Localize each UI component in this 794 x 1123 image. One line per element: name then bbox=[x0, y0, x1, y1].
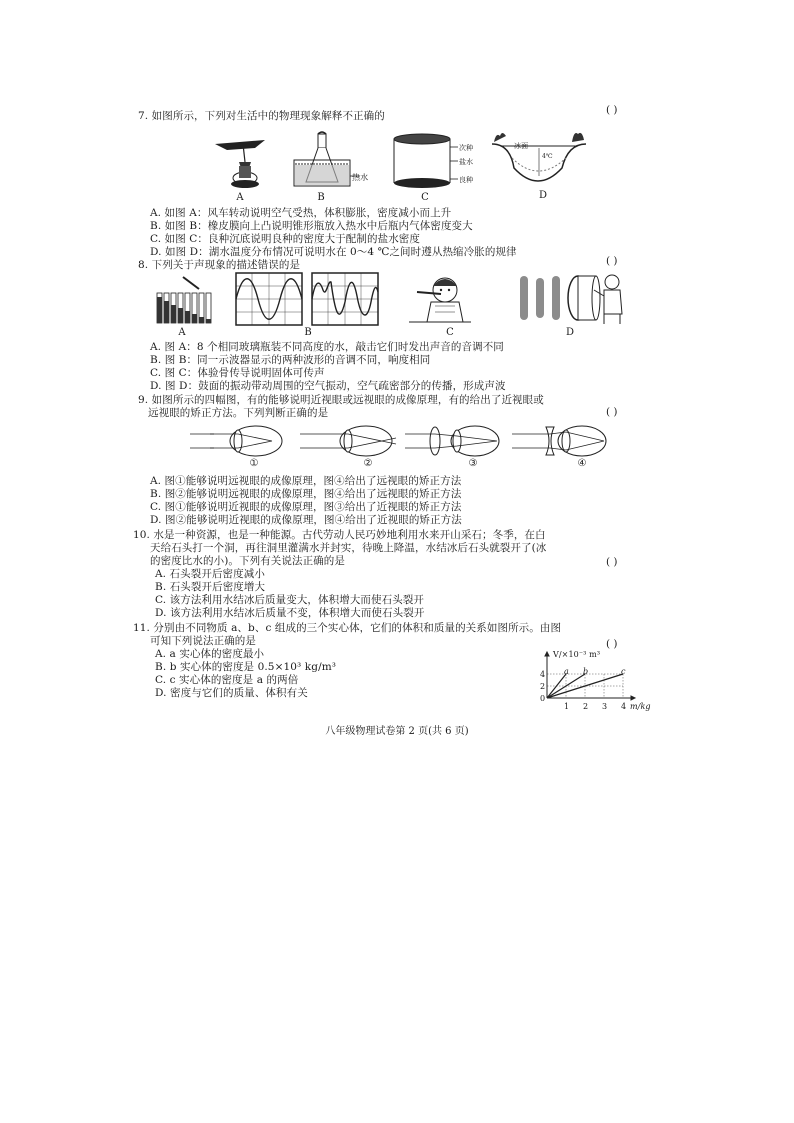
q8-fig-b-label: B bbox=[304, 327, 312, 338]
q8-option-a: A. 图 A：8 个相同玻璃瓶装不同高度的水，敲击它们时发出声音的音调不同 bbox=[150, 341, 504, 353]
q11-graph-xtick-1: 1 bbox=[564, 702, 570, 711]
q8-fig-d-drum bbox=[510, 270, 630, 328]
q7-answer-paren: ( ) bbox=[606, 104, 618, 116]
q7-fig-b-hot-water-label: 热水 bbox=[352, 173, 369, 182]
q11-graph-origin: 0 bbox=[540, 694, 546, 703]
q9-fig-1-label: ① bbox=[249, 458, 259, 469]
q10-option-c: C. 该方法利用水结冰后质量变大，体积增大而使石头裂开 bbox=[155, 594, 425, 606]
q11-graph-xlabel: m/kg bbox=[630, 702, 651, 711]
q10-stem-line1: 10. 水是一种资源，也是一种能源。古代劳动人民巧妙地利用水来开山采石；冬季，在白 bbox=[133, 529, 546, 541]
q10-stem-line3: 的密度比水的小)。下列有关说法正确的是 bbox=[150, 555, 345, 567]
q9-fig-3-label: ③ bbox=[468, 458, 478, 469]
q9-stem-line2: 远视眼的矫正方法。下列判断正确的是 bbox=[148, 407, 329, 419]
q8-fig-d-label: D bbox=[565, 327, 575, 338]
q7-option-b: B. 如图 B：橡皮膜向上凸说明锥形瓶放入热水中后瓶内气体密度变大 bbox=[150, 220, 473, 232]
q11-option-b: B. b 实心体的密度是 0.5×10³ kg/m³ bbox=[155, 661, 337, 673]
q10-option-d: D. 该方法利用水结冰后质量不变，体积增大而使石头裂开 bbox=[155, 607, 425, 619]
q8-option-d: D. 图 D：鼓面的振动带动周围的空气振动，空气疏密部分的传播，形成声波 bbox=[150, 380, 506, 392]
q9-answer-paren: ( ) bbox=[606, 406, 618, 418]
q8-stem: 8. 下列关于声现象的描述错误的是 bbox=[138, 259, 301, 271]
q8-option-c: C. 图 C：体验骨传导说明固体可传声 bbox=[150, 367, 325, 379]
q11-graph-ytick-4: 4 bbox=[540, 670, 546, 679]
q8-option-b: B. 图 B：同一示波器显示的两种波形的音调不同，响度相同 bbox=[150, 354, 431, 366]
q11-graph-series-a: a bbox=[564, 667, 569, 676]
q11-option-d: D. 密度与它们的质量、体积有关 bbox=[155, 687, 308, 699]
q8-answer-paren: ( ) bbox=[606, 255, 618, 267]
q9-option-b: B. 图②能够说明远视眼的成像原理，图④给出了远视眼的矫正方法 bbox=[150, 488, 462, 500]
q11-graph-xtick-2: 2 bbox=[583, 702, 589, 711]
q11-answer-paren: ( ) bbox=[606, 638, 618, 650]
q7-fig-d-label: D bbox=[538, 190, 548, 201]
q9-fig-2-label: ② bbox=[363, 458, 373, 469]
q11-graph-ylabel: V/×10⁻³ m³ bbox=[553, 650, 601, 659]
q7-fig-b-label: B bbox=[317, 192, 325, 203]
q9-option-d: D. 图②能够说明近视眼的成像原理，图④给出了近视眼的矫正方法 bbox=[150, 514, 462, 526]
q9-option-a: A. 图①能够说明远视眼的成像原理，图④给出了远视眼的矫正方法 bbox=[150, 475, 462, 487]
q7-stem: 7. 如图所示，下列对生活中的物理现象解释不正确的 bbox=[138, 110, 385, 122]
q7-fig-c-label-inferior: 次种 bbox=[459, 144, 474, 152]
q10-option-a: A. 石头裂开后密度减小 bbox=[155, 568, 265, 580]
q7-fig-a-label: A bbox=[236, 192, 244, 203]
q9-eye-diagram-2 bbox=[300, 424, 400, 458]
q9-option-c: C. 图①能够说明近视眼的成像原理，图③给出了近视眼的矫正方法 bbox=[150, 501, 462, 513]
page-footer: 八年级物理试卷第 2 页(共 6 页) bbox=[325, 726, 469, 737]
q9-eye-diagram-3 bbox=[405, 424, 505, 458]
q8-fig-a-label: A bbox=[178, 327, 186, 338]
q11-graph-series-c: c bbox=[621, 667, 626, 676]
q10-option-b: B. 石头裂开后密度增大 bbox=[155, 581, 266, 593]
q7-fig-a-pinwheel-candle bbox=[205, 126, 275, 192]
q10-answer-paren: ( ) bbox=[606, 556, 618, 568]
q11-stem-line1: 11. 分别由不同物质 a、b、c 组成的三个实心体，它们的体积和质量的关系如图所示。由图 bbox=[133, 622, 562, 634]
q10-stem-line2: 天给石头打一个洞，再往洞里灌满水并封实，待晚上降温，水结冰后石头就裂开了(冰 bbox=[150, 542, 547, 554]
q9-eye-diagram-1 bbox=[190, 424, 290, 458]
q8-fig-b-waveforms bbox=[235, 272, 381, 328]
q9-stem-line1: 9. 如图所示的四幅图，有的能够说明近视眼或远视眼的成像原理，有的给出了近视眼或 bbox=[138, 394, 544, 406]
q7-option-d: D. 如图 D：湖水温度分布情况可说明水在 0～4 ℃之间时遵从热缩冷胀的规律 bbox=[150, 246, 517, 258]
q7-fig-c-label: C bbox=[421, 192, 429, 203]
q11-graph-xtick-4: 4 bbox=[621, 702, 627, 711]
q8-fig-a-bottles bbox=[155, 275, 215, 327]
q11-option-a: A. a 实心体的密度最小 bbox=[155, 648, 265, 660]
q7-fig-d-temp-label: 4℃ bbox=[542, 153, 553, 160]
q11-option-c: C. c 实心体的密度是 a 的两倍 bbox=[155, 674, 299, 686]
q7-option-a: A. 如图 A：风车转动说明空气受热，体积膨胀，密度减小而上升 bbox=[150, 207, 452, 219]
q7-fig-c-label-good-seed: 良种 bbox=[459, 176, 474, 184]
q9-eye-diagram-4 bbox=[512, 424, 612, 458]
q7-fig-c-label-brine: 盐水 bbox=[459, 158, 474, 166]
q9-fig-4-label: ④ bbox=[577, 458, 587, 469]
q7-fig-d-ice-label: 冰面 bbox=[514, 142, 529, 150]
q11-stem-line2: 可知下列说法正确的是 bbox=[150, 635, 256, 647]
q7-fig-d-lake bbox=[490, 128, 588, 190]
q7-option-c: C. 如图 C：良种沉底说明良种的密度大于配制的盐水密度 bbox=[150, 233, 421, 245]
q8-fig-c-label: C bbox=[446, 327, 454, 338]
q11-graph-xtick-3: 3 bbox=[602, 702, 608, 711]
q8-fig-c-bone-conduction bbox=[405, 272, 475, 328]
q11-graph-series-b: b bbox=[583, 667, 589, 676]
q11-graph-ytick-2: 2 bbox=[540, 682, 546, 691]
